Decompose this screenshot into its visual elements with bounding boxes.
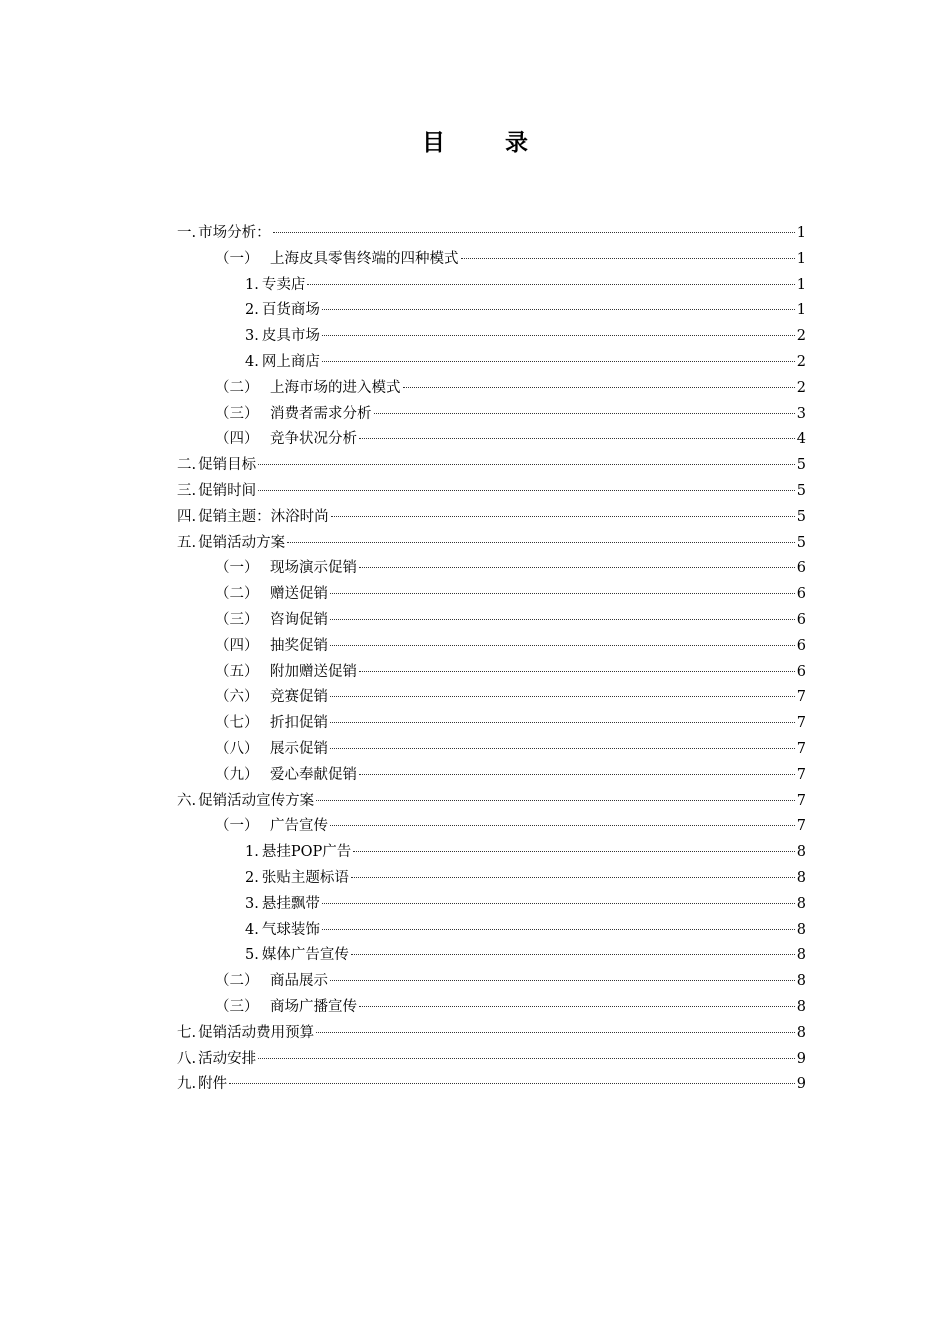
toc-entry-title: 竞争状况分析 xyxy=(270,431,357,448)
dot-leader xyxy=(330,619,795,620)
toc-entry-page-number: 8 xyxy=(796,1024,806,1041)
dot-leader xyxy=(461,258,795,259)
dot-leader xyxy=(273,232,795,233)
toc-entry-page-number: 5 xyxy=(796,534,806,551)
toc-entry-page-number: 9 xyxy=(796,1076,806,1093)
toc-entry-title: 爱心奉献促销 xyxy=(270,766,357,783)
toc-entry-page-number: 1 xyxy=(796,276,806,293)
toc-entry[interactable] xyxy=(177,273,806,299)
dot-leader xyxy=(330,980,795,981)
toc-entry-page-number: 3 xyxy=(796,405,806,422)
dot-leader xyxy=(287,542,795,543)
toc-entry-title: 专卖店 xyxy=(261,276,306,293)
toc-entry[interactable] xyxy=(177,866,806,892)
dot-leader xyxy=(359,774,795,775)
toc-entry-number: （九） xyxy=(215,766,259,783)
toc-entry-title: 悬挂POP广告 xyxy=(261,844,352,861)
toc-entry-page-number: 8 xyxy=(796,844,806,861)
dot-leader xyxy=(353,851,795,852)
toc-entry[interactable] xyxy=(177,582,806,608)
toc-entry-number: 1. xyxy=(245,844,259,861)
toc-entry-page-number: 1 xyxy=(796,225,806,241)
toc-entry-number: （七） xyxy=(215,715,259,732)
toc-entry[interactable] xyxy=(177,711,806,737)
dot-leader xyxy=(330,722,795,723)
toc-entry-page-number: 6 xyxy=(796,611,806,628)
toc-entry-page-number: 1 xyxy=(796,250,806,267)
toc-entry-number: 4. xyxy=(245,921,259,938)
toc-entry[interactable] xyxy=(177,814,806,840)
toc-entry[interactable] xyxy=(177,1047,806,1073)
toc-entry-page-number: 5 xyxy=(796,482,806,499)
toc-entry[interactable] xyxy=(177,943,806,969)
dot-leader xyxy=(330,593,795,594)
dot-leader xyxy=(258,490,795,491)
toc-entry-page-number: 7 xyxy=(796,818,806,835)
toc-entry[interactable] xyxy=(177,995,806,1021)
dot-leader xyxy=(330,748,795,749)
toc-entry-number: （二） xyxy=(215,973,259,990)
toc-entry-number: （一） xyxy=(215,250,259,267)
toc-entry-number: （四） xyxy=(215,637,259,654)
dot-leader xyxy=(322,361,795,362)
toc-entry-title: 上海皮具零售终端的四种模式 xyxy=(270,250,459,267)
toc-entry-title: 赠送促销 xyxy=(270,586,328,603)
toc-entry-page-number: 8 xyxy=(796,998,806,1015)
dot-leader xyxy=(359,1006,795,1007)
toc-entry-number: 5. xyxy=(245,947,259,964)
toc-entry[interactable] xyxy=(177,556,806,582)
toc-entry-page-number: 9 xyxy=(796,1050,806,1067)
toc-entry-number: 1. xyxy=(245,276,259,293)
toc-entry-title: 百货商场 xyxy=(261,302,320,319)
toc-entry[interactable] xyxy=(177,427,806,453)
toc-entry[interactable] xyxy=(177,737,806,763)
toc-entry[interactable] xyxy=(177,608,806,634)
toc-entry[interactable] xyxy=(177,892,806,918)
toc-entry[interactable] xyxy=(177,247,806,273)
toc-entry[interactable] xyxy=(177,221,806,247)
toc-entry-title: 气球装饰 xyxy=(261,921,320,938)
dot-leader xyxy=(330,825,795,826)
dot-leader xyxy=(258,464,795,465)
toc-entry-number: （三） xyxy=(215,405,259,422)
dot-leader xyxy=(359,567,795,568)
toc-entry-number: （二） xyxy=(215,379,259,396)
toc-entry-page-number: 1 xyxy=(796,302,806,319)
toc-entry[interactable] xyxy=(177,840,806,866)
toc-entry-title: 促销主题：沐浴时尚 xyxy=(198,508,329,525)
toc-entry-number: 九. xyxy=(177,1076,197,1093)
toc-entry-title: 商场广播宣传 xyxy=(270,998,357,1015)
toc-entry[interactable] xyxy=(177,660,806,686)
toc-entry-number: 三. xyxy=(177,482,197,499)
toc-entry-title: 媒体广告宣传 xyxy=(261,947,349,964)
toc-entry-title: 广告宣传 xyxy=(270,818,328,835)
toc-entry-number: （二） xyxy=(215,586,259,603)
dot-leader xyxy=(316,1032,795,1033)
dot-leader xyxy=(359,671,795,672)
toc-entry-page-number: 7 xyxy=(796,740,806,757)
toc-entry-number: （一） xyxy=(215,560,259,577)
toc-entry-title: 皮具市场 xyxy=(261,328,320,345)
toc-entry-number: 五. xyxy=(177,534,197,551)
toc-entry-page-number: 6 xyxy=(796,586,806,603)
toc-entry-title: 促销活动费用预算 xyxy=(198,1024,315,1041)
toc-entry[interactable] xyxy=(177,763,806,789)
dot-leader xyxy=(330,645,795,646)
toc-entry-page-number: 2 xyxy=(796,328,806,345)
toc-entry-page-number: 7 xyxy=(796,792,806,809)
toc-entry-number: 一. xyxy=(177,225,197,241)
toc-entry-number: 3. xyxy=(245,328,259,345)
dot-leader xyxy=(316,800,795,801)
page-title: 目 录 xyxy=(421,130,554,156)
toc-entry-page-number: 6 xyxy=(796,663,806,680)
toc-entry-number: （四） xyxy=(215,431,259,448)
toc-entry-title: 展示促销 xyxy=(270,740,328,757)
toc-entry-number: 二. xyxy=(177,457,197,474)
toc-entry-page-number: 6 xyxy=(796,560,806,577)
toc-entry-number: （一） xyxy=(215,818,259,835)
toc-entry-title: 附件 xyxy=(198,1076,228,1093)
dot-leader xyxy=(351,954,795,955)
toc-entry-page-number: 7 xyxy=(796,766,806,783)
dot-leader xyxy=(403,387,795,388)
dot-leader xyxy=(351,877,795,878)
dot-leader xyxy=(322,335,795,336)
toc-entry-number: 四. xyxy=(177,508,197,525)
toc-entry[interactable] xyxy=(177,531,806,557)
dot-leader xyxy=(331,516,795,517)
dot-leader xyxy=(307,284,794,285)
toc-entry-title: 悬挂飘带 xyxy=(261,895,320,912)
toc-entry-number: （八） xyxy=(215,740,259,757)
toc-entry-number: （六） xyxy=(215,689,259,706)
toc-entry-page-number: 5 xyxy=(796,457,806,474)
toc-entry-number: （三） xyxy=(215,998,259,1015)
toc-entry-page-number: 8 xyxy=(796,973,806,990)
dot-leader xyxy=(374,413,795,414)
toc-entry-number: （五） xyxy=(215,663,259,680)
toc-entry-title: 活动安排 xyxy=(198,1050,257,1067)
dot-leader xyxy=(330,696,795,697)
toc-entry[interactable] xyxy=(177,1072,806,1098)
dot-leader xyxy=(322,309,795,310)
toc-entry-title: 市场分析： xyxy=(198,225,271,241)
toc-entry-title: 张贴主题标语 xyxy=(261,869,349,886)
toc-entry-page-number: 6 xyxy=(796,637,806,654)
toc-entry-title: 促销活动宣传方案 xyxy=(198,792,315,809)
toc-entry-page-number: 7 xyxy=(796,689,806,706)
toc-entry[interactable] xyxy=(177,789,806,815)
toc-entry-number: 4. xyxy=(245,353,259,370)
toc-entry-title: 促销时间 xyxy=(198,482,257,499)
toc-entry-number: （三） xyxy=(215,611,259,628)
toc-entry-number: 3. xyxy=(245,895,259,912)
toc-entry[interactable] xyxy=(177,634,806,660)
toc-entry[interactable] xyxy=(177,324,806,350)
toc-entry-number: 八. xyxy=(177,1050,197,1067)
toc-entry-title: 咨询促销 xyxy=(270,611,328,628)
dot-leader xyxy=(322,929,795,930)
toc-entry-number: 六. xyxy=(177,792,197,809)
toc-entry-title: 现场演示促销 xyxy=(270,560,357,577)
dot-leader xyxy=(258,1058,795,1059)
toc-entry-title: 折扣促销 xyxy=(270,715,328,732)
toc-entry-page-number: 2 xyxy=(796,353,806,370)
table-of-contents xyxy=(177,221,806,1098)
toc-entry-title: 竞赛促销 xyxy=(270,689,328,706)
toc-entry-page-number: 8 xyxy=(796,921,806,938)
toc-entry-title: 促销目标 xyxy=(198,457,257,474)
toc-entry-title: 网上商店 xyxy=(261,353,320,370)
toc-entry[interactable] xyxy=(177,685,806,711)
toc-entry-page-number: 5 xyxy=(796,508,806,525)
toc-entry-title: 消费者需求分析 xyxy=(270,405,372,422)
toc-entry-page-number: 8 xyxy=(796,869,806,886)
toc-entry[interactable] xyxy=(177,453,806,479)
toc-entry[interactable] xyxy=(177,969,806,995)
toc-entry-title: 促销活动方案 xyxy=(198,534,286,551)
toc-entry[interactable] xyxy=(177,1021,806,1047)
toc-entry-title: 商品展示 xyxy=(270,973,328,990)
toc-entry-title: 上海市场的进入模式 xyxy=(270,379,401,396)
toc-entry[interactable] xyxy=(177,505,806,531)
toc-entry[interactable] xyxy=(177,376,806,402)
toc-entry-page-number: 4 xyxy=(796,431,806,448)
toc-entry-number: 2. xyxy=(245,302,259,319)
toc-entry-number: 2. xyxy=(245,869,259,886)
toc-entry-page-number: 8 xyxy=(796,895,806,912)
dot-leader xyxy=(359,438,795,439)
toc-entry[interactable] xyxy=(177,479,806,505)
toc-entry[interactable] xyxy=(177,918,806,944)
toc-entry-page-number: 2 xyxy=(796,379,806,396)
dot-leader xyxy=(322,903,795,904)
toc-entry[interactable] xyxy=(177,298,806,324)
toc-entry-page-number: 8 xyxy=(796,947,806,964)
toc-entry-page-number: 7 xyxy=(796,715,806,732)
toc-entry[interactable] xyxy=(177,402,806,428)
toc-entry-number: 七. xyxy=(177,1024,197,1041)
toc-entry-title: 抽奖促销 xyxy=(270,637,328,654)
dot-leader xyxy=(229,1083,795,1084)
toc-entry[interactable] xyxy=(177,350,806,376)
toc-entry-title: 附加赠送促销 xyxy=(270,663,357,680)
